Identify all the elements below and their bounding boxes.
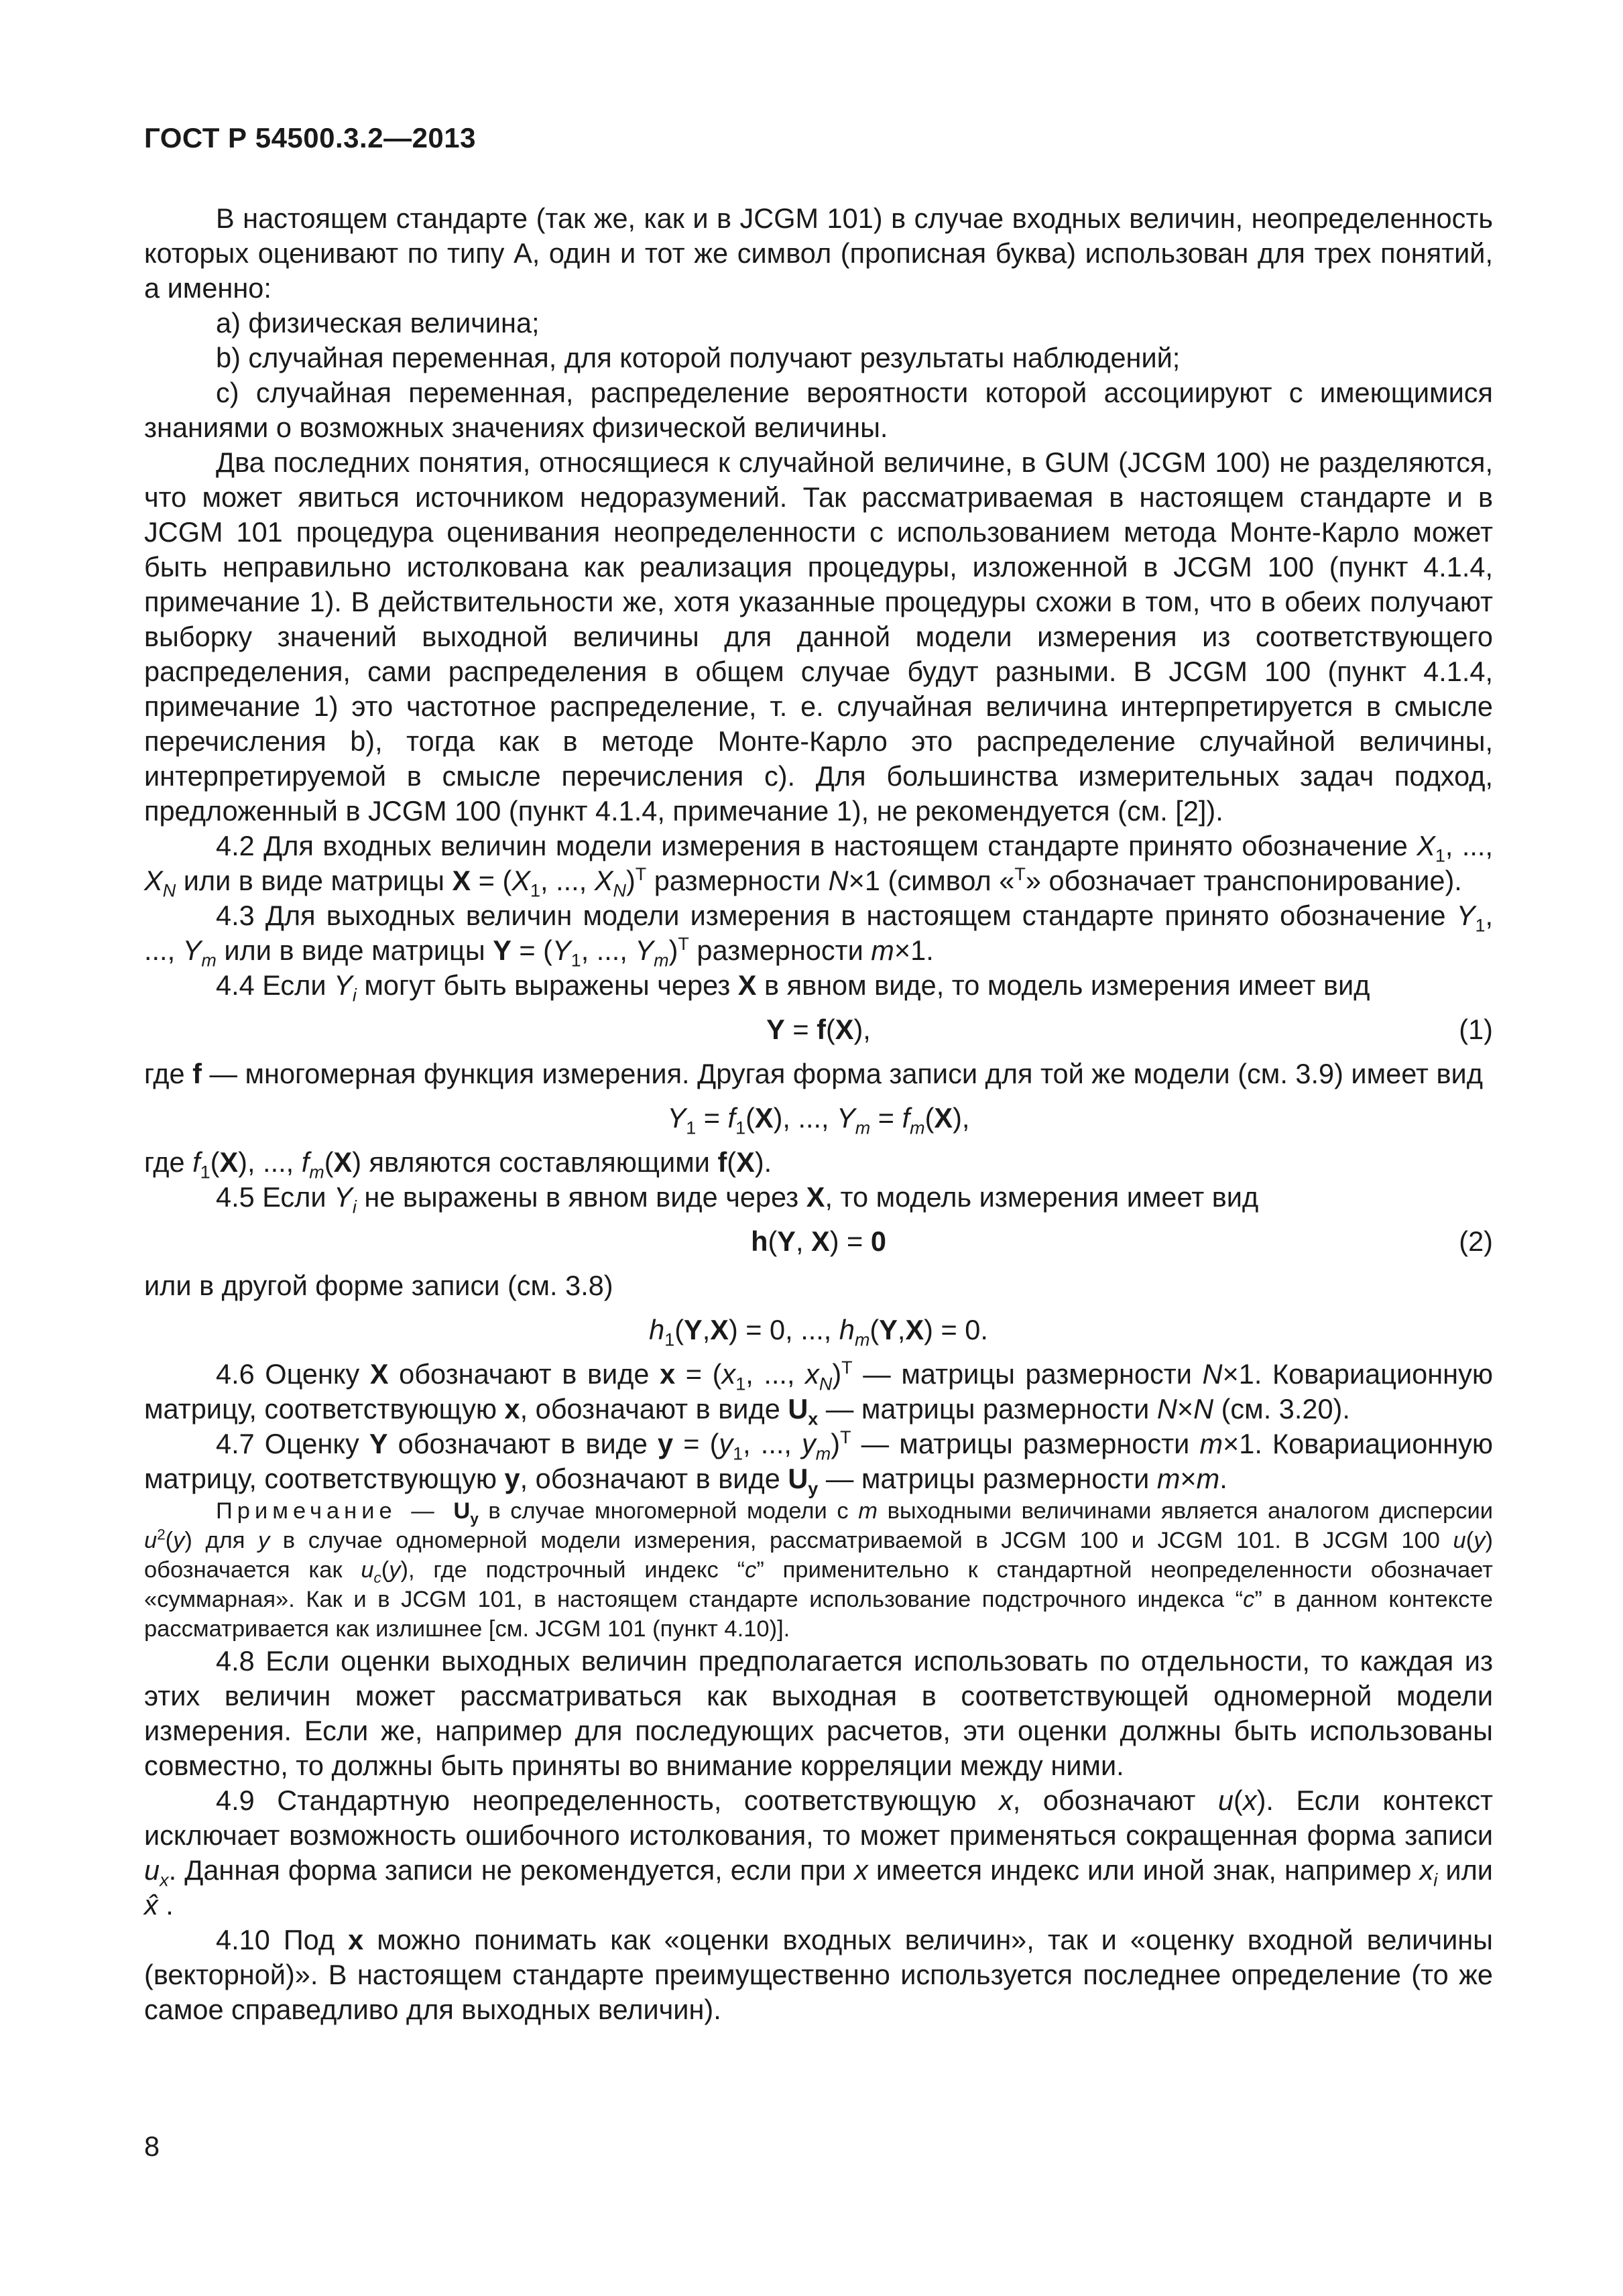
equation-2: h(Y, X) = 0 (2) — [144, 1224, 1493, 1259]
equation-number: (1) — [1459, 1014, 1493, 1045]
intro-paragraph: В настоящем стандарте (так же, как и в JCGM 101) в случае входных величин, неопределенность которых оценивают по типу А, один и тот же символ (прописная буква) использован для трех понятий, а именно: — [144, 202, 1493, 304]
equation-number: (2) — [1459, 1225, 1493, 1257]
list-item-c: с) случайная переменная, распределение вероятности которой ассоциируют с имеющимися знаниями о возможных значениях физической величины. — [144, 377, 1493, 443]
paragraph-random-variable: Два последних понятия, относящиеся к случайной величине, в GUM (JCGM 100) не разделяются, что может явиться источником недоразумений. Так рассматриваемая в настоящем стандарте и в JCGM 101 процедура оценивания неопределенности с использованием метода Монте-Карло может быть неправильно истолкована как реализация процедуры, изложенной в JCGM 100 (пункт 4.1.4, примечание 1). В действительности же, хотя указанные процедуры схожи в том, что в обеих получают выборку значений выходной величины для данной модели измерения из соответствующего распределения, сами распределения в общем случае будут разными. В JCGM 100 (пункт 4.1.4, примечание 1) это частотное распределение, т. е. случайная величина интерпретируется в смысле перечисления b), тогда как в методе Монте-Карло это распределение случайной величины, интерпретируемой в смысле перечисления с). Для большинства измерительных задач подход, предложенный в JCGM 100 (пункт 4.1.4, примечание 1), не рекомендуется (см. [2]). — [144, 446, 1493, 827]
document-header: ГОСТ Р 54500.3.2—2013 — [144, 122, 476, 154]
paragraph-4-2: 4.2 Для входных величин модели измерения в настоящем стандарте принято обозначение $X_1$, ..., $X_N$ или в виде матрицы $X = (X_1$, ..., $X_N)^T$ размерности N×1 (символ «$^T$» обозначает транспонирование). — [144, 830, 1493, 901]
paragraph-4-7: 4.7 Оценку Y обозначают в виде $y = (y_1$, ..., $y_m)^T$ — матрицы размерности m×1. Ковариационную матрицу, соответствующую y, обозначают в виде $U_y$ — матрицы размерности m×m. — [144, 1427, 1493, 1499]
list-item-a: а) физическая величина; — [216, 307, 540, 339]
paragraph-4-10: 4.10 Под x можно понимать как «оценки входных величин», так и «оценку входной величины (векторной)». В настоящем стандарте преимущественно используется последнее определение (то же самое справедливо для выходных величин). — [144, 1924, 1493, 2025]
paragraph-4-4-cont: где f — многомерная функция измерения. Другая форма записи для той же модели (см. 3.9) имеет вид — [144, 1058, 1483, 1089]
paragraph-4-8: 4.8 Если оценки выходных величин предполагается использовать по отдельности, то каждая из этих величин может рассматриваться как выходная в соответствующей одномерной модели измерения. Если же, например для последующих расчетов, эти оценки должны быть использованы совместно, то должны быть приняты во внимание корреляции между ними. — [144, 1645, 1493, 1781]
paragraph-4-5: 4.5 Если $Y_i$ не выражены в явном виде через X, то модель измерения имеет вид — [216, 1181, 1259, 1217]
paragraph-4-6: 4.6 Оценку X обозначают в виде $x = (x_1$, ..., $x_N)^T$ — матрицы размерности N×1. Ковариационную матрицу, соответствующую x, обозначают в виде $U_x$ — матрицы размерности N×N (см. 3.20). — [144, 1357, 1493, 1429]
equation-1: Y = f(X), (1) — [144, 1012, 1493, 1047]
list-item-b: b) случайная переменная, для которой получают результаты наблюдений; — [216, 342, 1181, 373]
equation-components: $Y_1 = f_1(X)$, ..., $Y_m = f_m(X)$, — [667, 1102, 970, 1138]
paragraph-4-5-cont: или в другой форме записи (см. 3.8) — [144, 1270, 613, 1301]
paragraph-4-9: 4.9 Стандартную неопределенность, соответствующую x, обозначают u(x). Если контекст исключает возможность ошибочного истолкования, то может применяться сокращенная форма записи $u_x$. Данная форма записи не рекомендуется, если при x имеется индекс или иной знак, например $x_i$ или x̂ . — [144, 1785, 1494, 1921]
paragraph-4-4: 4.4 Если $Y_i$ могут быть выражены через X в явном виде, то модель измерения имеет вид — [216, 969, 1370, 1006]
paragraph-4-3: 4.3 Для выходных величин модели измерения в настоящем стандарте принято обозначение $Y_1$, ..., $Y_m$ или в виде матрицы $Y = (Y_1$, ..., $Y_m)^T$ размерности m×1. — [144, 900, 1493, 971]
note-label: Примечание — — [216, 1498, 454, 1524]
note-paragraph: Примечание — $U_y$ в случае многомерной модели с m выходными величинами является аналогом дисперсии $u^2(y)$ для y в случае одномерной модели измерения, рассматриваемой в JCGM 100 и JCGM 101. В JCGM 100 u(y) обозначается как $u_c(y)$, где подстрочный индекс “c” применительно к стандартной неопределенности обозначает «суммарная». Как и в JCGM 101, в настоящем стандарте использование подстрочного индекса “c” в данном контексте рассматривается как излишнее [см. JCGM 101 (пункт 4.10)]. — [144, 1498, 1494, 1642]
equation-implicit-components: $h_1(Y,X) = 0$, ..., $h_m(Y,X) = 0$. — [649, 1314, 988, 1350]
page-number: 8 — [144, 2130, 160, 2162]
paragraph-4-4-end: где $f_1(X)$, ..., $f_m(X)$ являются составляющими f(X). — [144, 1146, 772, 1183]
document-body — [144, 201, 1493, 2027]
